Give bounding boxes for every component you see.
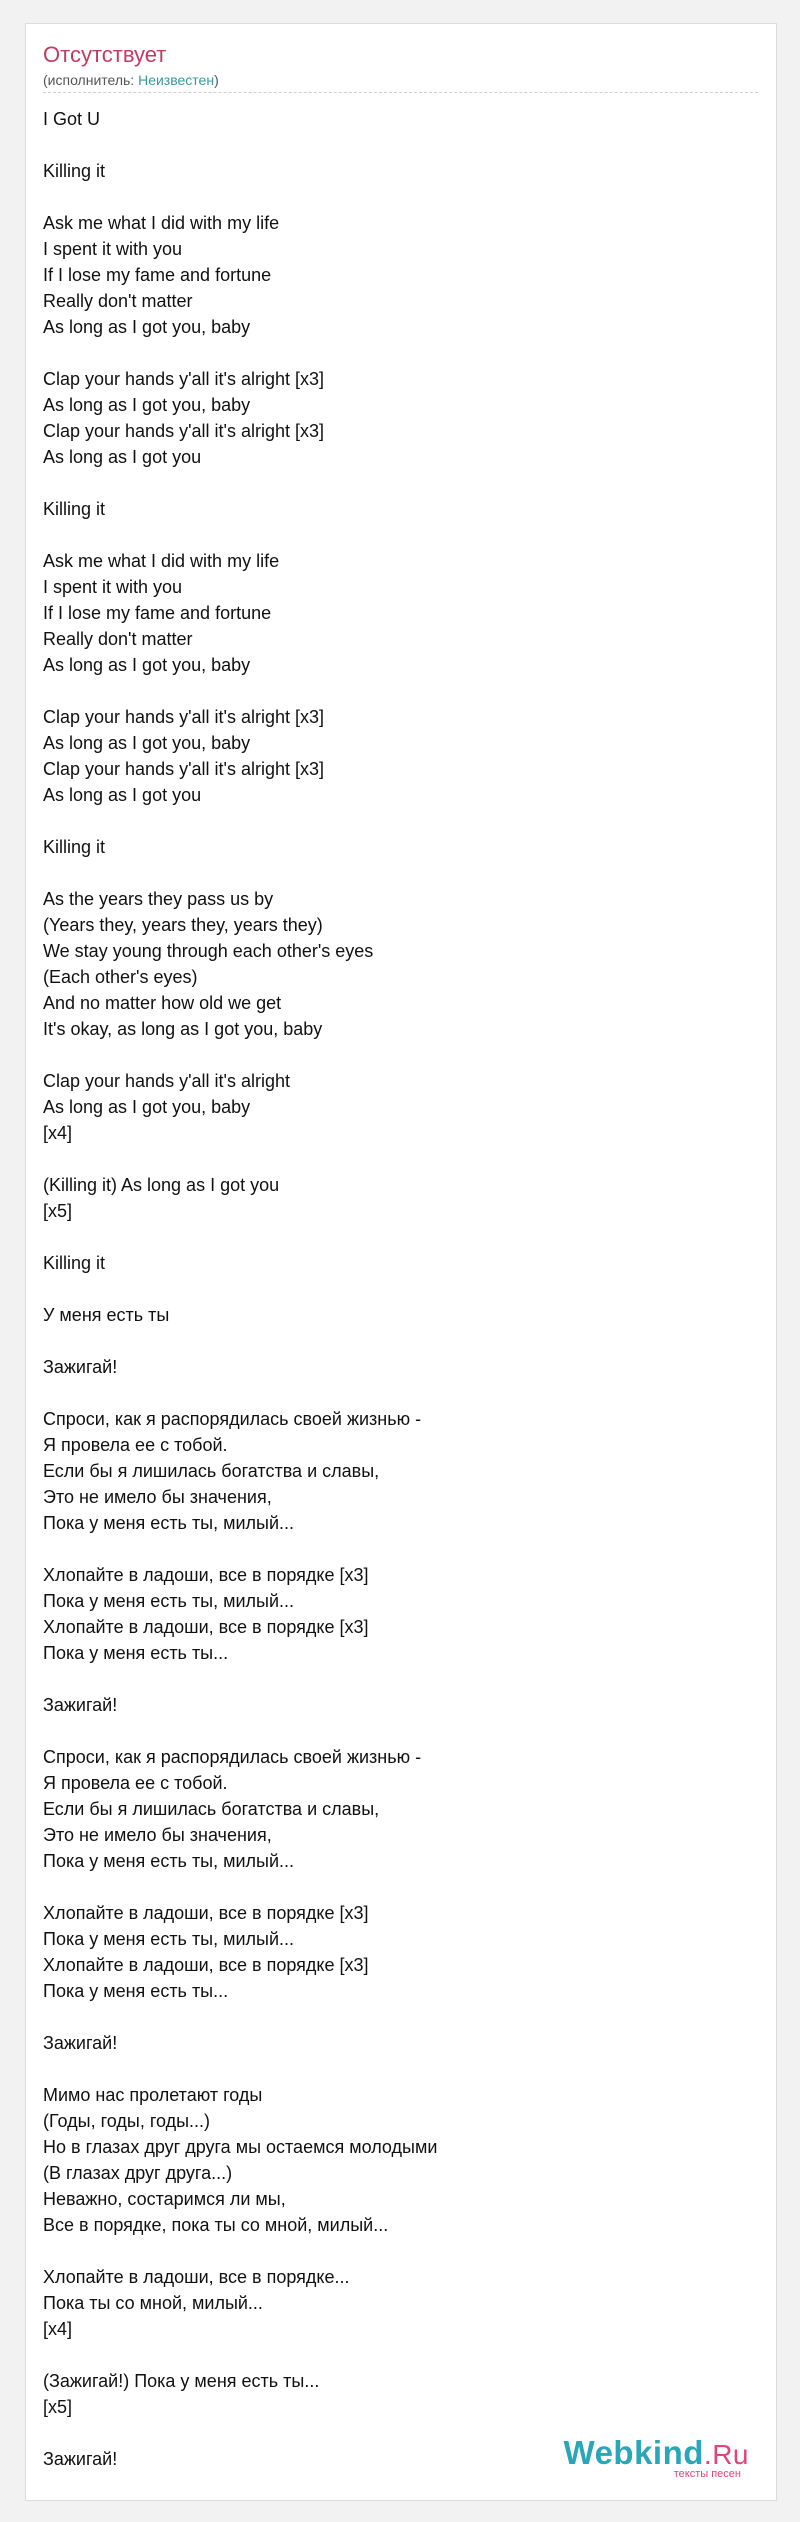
lyric-line: Killing it — [43, 837, 106, 857]
lyric-line: Зажигай! — [43, 1695, 118, 1715]
lyric-line: (Killing it) As long as I got you — [43, 1175, 280, 1195]
lyric-line: Если бы я лишилась богатства и славы, — [43, 1799, 380, 1819]
lyric-line: Clap your hands y'all it's alright [x3] — [43, 759, 325, 779]
lyric-line: Хлопайте в ладоши, все в порядке [x3] — [43, 1955, 369, 1975]
lyric-line: Но в глазах друг друга мы остаемся молодыми — [43, 2137, 438, 2157]
lyric-line: [x5] — [43, 1201, 73, 1221]
artist-link[interactable]: Неизвестен — [138, 72, 215, 88]
lyric-blank-line — [43, 808, 758, 834]
lyric-blank-line — [43, 2004, 758, 2030]
lyric-line: Killing it — [43, 1253, 106, 1273]
lyric-blank-line — [43, 2342, 758, 2368]
artist-prefix: (исполнитель: — [43, 72, 139, 88]
lyric-line: Killing it — [43, 161, 106, 181]
lyric-line: Clap your hands y'all it's alright — [43, 1071, 290, 1091]
lyric-line: Я провела ее с тобой. — [43, 1435, 228, 1455]
lyric-blank-line — [43, 1224, 758, 1250]
lyric-line: We stay young through each other's eyes — [43, 941, 374, 961]
lyric-line: (Years they, years they, years they) — [43, 915, 323, 935]
lyric-blank-line — [43, 1874, 758, 1900]
lyric-line: I spent it with you — [43, 239, 183, 259]
lyric-line: Хлопайте в ладоши, все в порядке [x3] — [43, 1617, 369, 1637]
lyric-line: As long as I got you — [43, 785, 202, 805]
lyric-line: And no matter how old we get — [43, 993, 282, 1013]
lyric-line: As long as I got you, baby — [43, 655, 251, 675]
lyrics-body — [43, 106, 758, 2472]
lyric-blank-line — [43, 1536, 758, 1562]
lyric-line: Ask me what I did with my life — [43, 551, 280, 571]
lyric-line: As long as I got you — [43, 447, 202, 467]
lyric-blank-line — [43, 470, 758, 496]
lyric-line: Пока у меня есть ты... — [43, 1643, 229, 1663]
lyric-line: Это не имело бы значения, — [43, 1825, 272, 1845]
lyric-line: (Зажигай!) Пока у меня есть ты... — [43, 2371, 320, 2391]
lyric-blank-line — [43, 1380, 758, 1406]
lyric-line: У меня есть ты — [43, 1305, 170, 1325]
lyric-blank-line — [43, 1042, 758, 1068]
lyric-line: Зажигай! — [43, 2449, 118, 2469]
lyric-line: Пока ты со мной, милый... — [43, 2293, 263, 2313]
logo-wordmark — [564, 2436, 749, 2472]
header-divider — [43, 92, 758, 93]
lyric-line: Пока у меня есть ты, милый... — [43, 1851, 295, 1871]
lyric-line: Это не имело бы значения, — [43, 1487, 272, 1507]
lyric-line: As long as I got you, baby — [43, 395, 251, 415]
lyric-line: Если бы я лишилась богатства и славы, — [43, 1461, 380, 1481]
lyric-blank-line — [43, 2238, 758, 2264]
lyric-blank-line — [43, 522, 758, 548]
lyric-line: It's okay, as long as I got you, baby — [43, 1019, 323, 1039]
lyric-line: Неважно, состаримся ли мы, — [43, 2189, 286, 2209]
lyric-line: Хлопайте в ладоши, все в порядке [x3] — [43, 1903, 369, 1923]
lyric-line: Ask me what I did with my life — [43, 213, 280, 233]
lyric-line: (В глазах друг друга...) — [43, 2163, 233, 2183]
lyric-line: Спроси, как я распорядилась своей жизнью - — [43, 1409, 422, 1429]
lyric-line: If I lose my fame and fortune — [43, 603, 272, 623]
lyric-blank-line — [43, 184, 758, 210]
lyric-line: Я провела ее с тобой. — [43, 1773, 228, 1793]
lyric-blank-line — [43, 1276, 758, 1302]
lyric-blank-line — [43, 860, 758, 886]
lyric-line: Хлопайте в ладоши, все в порядке... — [43, 2267, 350, 2287]
site-logo[interactable] — [564, 2436, 749, 2480]
song-header — [43, 42, 758, 89]
artist-suffix: ) — [214, 72, 219, 88]
lyrics-card — [25, 23, 777, 2501]
lyric-blank-line — [43, 1666, 758, 1692]
lyric-line: Пока у меня есть ты, милый... — [43, 1929, 295, 1949]
lyric-line: As long as I got you, baby — [43, 317, 251, 337]
lyric-line: Really don't matter — [43, 629, 193, 649]
lyric-line: (Each other's eyes) — [43, 967, 198, 987]
lyric-line: Clap your hands y'all it's alright [x3] — [43, 421, 325, 441]
lyric-line: If I lose my fame and fortune — [43, 265, 272, 285]
lyric-blank-line — [43, 678, 758, 704]
logo-tld: .Ru — [703, 2439, 749, 2470]
lyric-blank-line — [43, 1718, 758, 1744]
lyric-line: Спроси, как я распорядилась своей жизнью - — [43, 1747, 422, 1767]
lyric-blank-line — [43, 132, 758, 158]
lyric-line: Зажигай! — [43, 2033, 118, 2053]
lyric-line: As long as I got you, baby — [43, 1097, 251, 1117]
lyric-blank-line — [43, 340, 758, 366]
lyric-line: (Годы, годы, годы...) — [43, 2111, 211, 2131]
lyric-blank-line — [43, 1328, 758, 1354]
lyric-line: [x4] — [43, 1123, 73, 1143]
lyric-line: Все в порядке, пока ты со мной, милый... — [43, 2215, 389, 2235]
artist-line — [43, 71, 758, 89]
lyric-line: Clap your hands y'all it's alright [x3] — [43, 707, 325, 727]
lyric-line: [x4] — [43, 2319, 73, 2339]
lyric-blank-line — [43, 1146, 758, 1172]
lyric-line: Really don't matter — [43, 291, 193, 311]
lyric-line: [x5] — [43, 2397, 73, 2417]
logo-name: Webkind — [563, 2434, 704, 2471]
lyric-line: Clap your hands y'all it's alright [x3] — [43, 369, 325, 389]
lyric-line: Пока у меня есть ты, милый... — [43, 1513, 295, 1533]
lyric-line: I spent it with you — [43, 577, 183, 597]
lyric-line: Хлопайте в ладоши, все в порядке [x3] — [43, 1565, 369, 1585]
lyric-line: Пока у меня есть ты, милый... — [43, 1591, 295, 1611]
lyric-line: As the years they pass us by — [43, 889, 274, 909]
lyric-line: Пока у меня есть ты... — [43, 1981, 229, 2001]
song-title: Отсутствует — [43, 42, 167, 67]
lyric-line: I Got U — [43, 109, 101, 129]
lyric-line: Killing it — [43, 499, 106, 519]
lyric-blank-line — [43, 2056, 758, 2082]
lyric-line: Мимо нас пролетают годы — [43, 2085, 263, 2105]
lyric-line: Зажигай! — [43, 1357, 118, 1377]
logo-tagline: тексты песен — [673, 2468, 741, 2480]
lyric-line: As long as I got you, baby — [43, 733, 251, 753]
